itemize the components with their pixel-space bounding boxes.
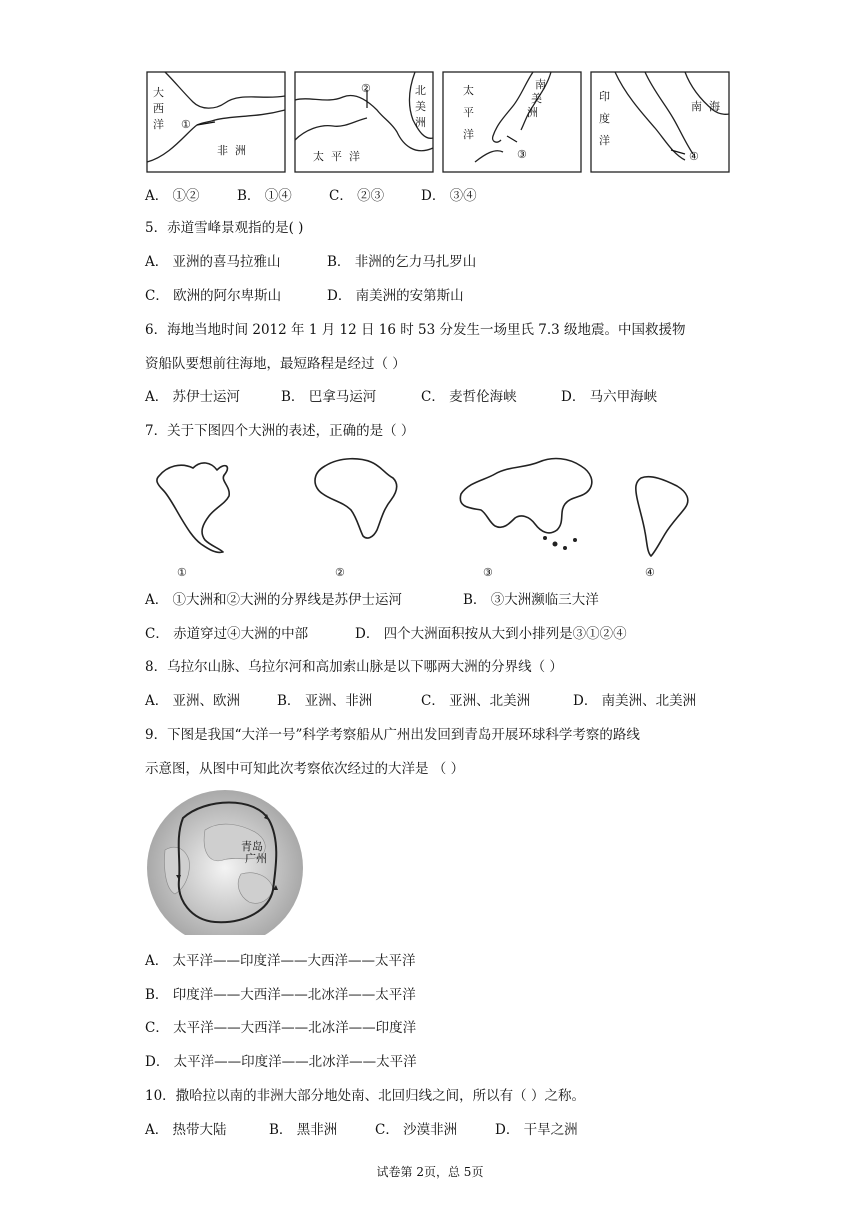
q8-option-d[interactable]: D． 南美洲、北美洲	[573, 693, 697, 709]
continent-label-1: ①	[177, 566, 187, 579]
map1-label-1: 大	[153, 86, 164, 99]
q8-stem: 8．乌拉尔山脉、乌拉尔河和高加索山脉是以下哪两大洲的分界线（ ）	[145, 659, 563, 675]
map3-label-1: 太	[463, 84, 474, 97]
q10-stem: 10．撒哈拉以南的非洲大部分地处南、北回归线之间，所以有（ ）之称。	[145, 1088, 585, 1104]
map2-label-2: 美	[415, 100, 426, 113]
q10-option-d[interactable]: D． 干旱之洲	[495, 1122, 578, 1138]
map2-marker: ②	[361, 82, 371, 95]
q5-options-row2	[145, 286, 464, 306]
q6-option-d[interactable]: D． 马六甲海峡	[561, 389, 658, 405]
map1-label-5: 洲	[235, 144, 246, 157]
map1-label-4: 非	[217, 144, 228, 157]
q5-option-d[interactable]: D． 南美洲的安第斯山	[327, 288, 464, 304]
q7-option-b[interactable]: B． ③大洲濒临三大洋	[463, 592, 599, 608]
page-footer: 试卷第 2页，总 5页	[376, 1165, 484, 1179]
q9-option-a[interactable]: A． 太平洋——印度洋——大西洋——太平洋	[145, 953, 416, 969]
q6-stem-line2: 资船队要想前往海地，最短路程是经过（ ）	[145, 356, 406, 372]
q7-option-d[interactable]: D． 四个大洲面积按从大到小排列是③①②④	[355, 626, 627, 642]
map1-label-3: 洋	[153, 118, 164, 131]
map4-label-5: 海	[709, 100, 720, 113]
map4-marker: ④	[689, 150, 699, 163]
map3-marker: ③	[517, 148, 527, 161]
map4-label-2: 度	[599, 112, 610, 125]
map3-label-6: 洲	[527, 106, 538, 119]
map3-label-4: 南	[535, 78, 546, 91]
q5-options-row1	[145, 252, 476, 272]
q7-options-row1	[145, 590, 599, 610]
map2-label-6: 洋	[349, 150, 360, 163]
globe-route-figure	[145, 790, 305, 935]
q7-stem: 7．关于下图四个大洲的表述，正确的是（ ）	[145, 423, 415, 439]
q6-option-a[interactable]: A． 苏伊士运河	[145, 389, 241, 405]
q4-options	[145, 186, 477, 206]
q10-option-c[interactable]: C． 沙漠非洲	[375, 1122, 458, 1138]
map3-label-2: 平	[463, 106, 474, 119]
strait-maps-figure	[145, 70, 735, 176]
map2-label-4: 太	[313, 150, 324, 163]
q4-option-c[interactable]: C． ②③	[329, 188, 385, 204]
q9-stem-line1: 9．下图是我国“大洋一号”科学考察船从广州出发回到青岛开展环球科学考察的路线	[145, 727, 640, 743]
map1-label-2: 西	[153, 102, 164, 115]
globe-label-qingdao: 青岛	[241, 840, 263, 853]
q6-option-c[interactable]: C． 麦哲伦海峡	[421, 389, 517, 405]
continents-figure	[145, 452, 705, 582]
q10-option-b[interactable]: B． 黑非洲	[269, 1122, 338, 1138]
q7-option-a[interactable]: A． ①大洲和②大洲的分界线是苏伊士运河	[145, 592, 403, 608]
q6-option-b[interactable]: B． 巴拿马运河	[281, 389, 377, 405]
continent-label-2: ②	[335, 566, 345, 579]
q8-option-b[interactable]: B． 亚洲、非洲	[277, 693, 373, 709]
continent-label-4: ④	[645, 566, 655, 579]
q6-options	[145, 387, 657, 407]
q9-option-d[interactable]: D． 太平洋——印度洋——北冰洋——太平洋	[145, 1054, 417, 1070]
continent-label-3: ③	[483, 566, 493, 579]
q10-option-a[interactable]: A． 热带大陆	[145, 1122, 227, 1138]
map3-label-3: 洋	[463, 128, 474, 141]
q5-option-a[interactable]: A． 亚洲的喜马拉雅山	[145, 254, 281, 270]
q5-option-b[interactable]: B． 非洲的乞力马扎罗山	[327, 254, 477, 270]
q7-options-row2	[145, 624, 627, 644]
map2-label-5: 平	[331, 150, 342, 163]
globe-label-guangzhou: 广州	[245, 852, 267, 865]
map4-label-4: 南	[691, 100, 702, 113]
q4-option-b[interactable]: B． ①④	[237, 188, 292, 204]
map2-label-3: 洲	[415, 116, 426, 129]
q8-option-a[interactable]: A． 亚洲、欧洲	[145, 693, 241, 709]
q10-options	[145, 1120, 578, 1140]
q5-stem: 5．赤道雪峰景观指的是( )	[145, 220, 304, 236]
q8-options	[145, 691, 696, 711]
map2-label-1: 北	[415, 84, 426, 97]
q6-stem-line1: 6．海地当地时间 2012 年 1 月 12 日 16 时 53 分发生一场里氏 7.3 级地震。中国救援物	[145, 322, 686, 338]
q4-option-d[interactable]: D． ③④	[421, 188, 477, 204]
map4-label-1: 印	[599, 90, 610, 103]
map4-label-3: 洋	[599, 134, 610, 147]
q9-option-c[interactable]: C． 太平洋——大西洋——北冰洋——印度洋	[145, 1020, 417, 1036]
q8-option-c[interactable]: C． 亚洲、北美洲	[421, 693, 531, 709]
map3-label-5: 美	[531, 92, 542, 105]
q7-option-c[interactable]: C． 赤道穿过④大洲的中部	[145, 626, 309, 642]
q9-stem-line2: 示意图，从图中可知此次考察依次经过的大洋是 （ ）	[145, 761, 465, 777]
q4-option-a[interactable]: A． ①②	[145, 188, 200, 204]
map1-marker: ①	[181, 118, 191, 131]
q9-option-b[interactable]: B． 印度洋——大西洋——北冰洋——太平洋	[145, 987, 416, 1003]
q5-option-c[interactable]: C． 欧洲的阿尔卑斯山	[145, 288, 282, 304]
